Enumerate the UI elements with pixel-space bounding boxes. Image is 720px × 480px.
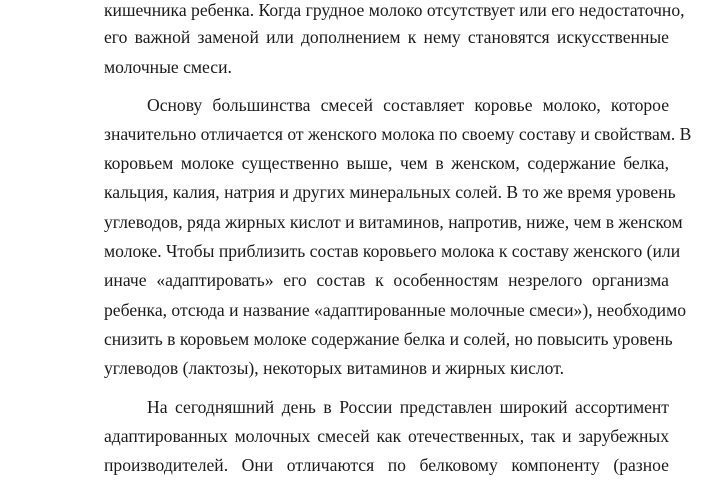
text-line: значительно отличается от женского молока по своему составу и свойствам. В: [104, 124, 692, 144]
paragraph-first-line: На сегодняшний день в России представлен широкий ассортимент: [147, 397, 669, 417]
text-line: коровьем молоке существенно выше, чем в женском, содержание белка,: [104, 153, 669, 173]
text-line: ребенка, отсюда и название «адаптированные молочные смеси»), необходимо: [104, 300, 687, 320]
text-line: адаптированных молочных смесей как отечественных, так и зарубежных: [104, 426, 669, 446]
text-line: углеводов (лактозы), некоторых витаминов и жирных кислот.: [104, 358, 564, 378]
text-line: кальция, калия, натрия и других минеральных солей. В то же время уровень: [104, 182, 676, 202]
text-line: углеводов, ряда жирных кислот и витаминов, напротив, ниже, чем в женском: [104, 212, 683, 232]
paragraph-first-line: Основу большинства смесей составляет коровье молоко, которое: [147, 95, 669, 115]
text-line: иначе «адаптировать» его состав к особенностям незрелого организма: [104, 270, 669, 290]
text-line: снизить в коровьем молоке содержание белка и солей, но повысить уровень: [104, 329, 673, 349]
text-line: его важной заменой или дополнением к нему становятся искусственные: [104, 27, 669, 47]
text-line: кишечника ребенка. Когда грудное молоко отсутствует или его недостаточно,: [104, 0, 685, 20]
text-line: молоке. Чтобы приблизить состав коровьего молока к составу женского (или: [104, 241, 681, 261]
text-line: молочные смеси.: [104, 57, 232, 77]
text-line: производителей. Они отличаются по белковому компоненту (разное: [104, 455, 669, 475]
